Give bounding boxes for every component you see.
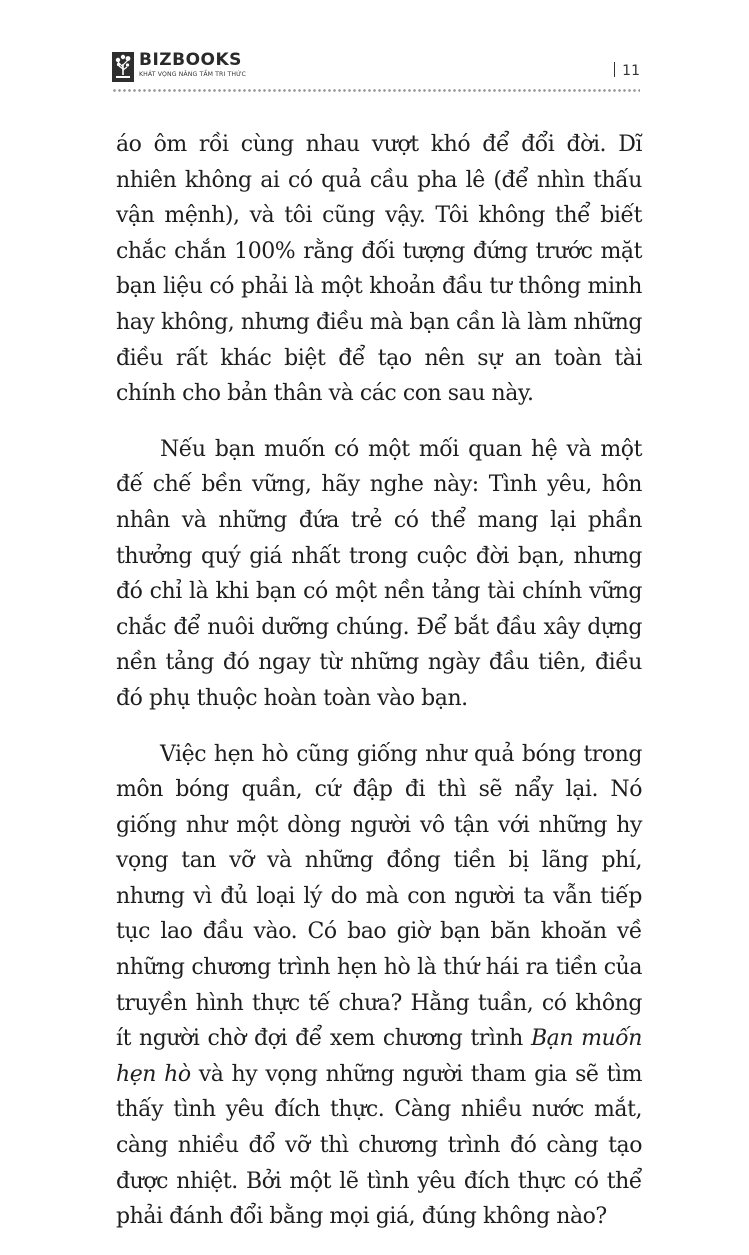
- body-paragraph-3: [116, 737, 642, 1235]
- publisher-name: BIZBOOKS: [139, 50, 242, 70]
- page-number: [614, 62, 640, 80]
- publisher-tagline: KHÁT VỌNG NÂNG TẦM TRI THỨC: [139, 71, 246, 78]
- book-tree-logo-icon: [112, 52, 134, 82]
- page-header: [112, 50, 640, 96]
- body-paragraph-1: áo ôm rồi cùng nhau vượt khó để đổi đời. Dĩ nhiên không ai có quả cầu pha lê (để nhìn thấu vận mệnh), và tôi cũng vậy. Tôi không thể biết chắc chắn 100% rằng đối tượng đứng trước mặt bạn liệu có phải là một khoản đầu tư thông minh hay không, nhưng điều mà bạn cần là làm những điều rất khác biệt để tạo nên sự an toàn tài chính cho bản thân và các con sau này.: [116, 132, 642, 407]
- paragraph-3-text-start: Việc hẹn hò cũng giống như quả bóng trong môn bóng quần, cứ đập đi thì sẽ nẩy lại. Nó giống như một dòng người vô tận với những hy vọng tan vỡ và những đồng tiền bị lãng phí, nhưng vì đủ loại lý do mà con người ta vẫn tiếp tục lao đầu vào. Có bao giờ bạn băn khoăn về những chương trình hẹn hò là thứ hái ra tiền của truyền hình thực tế chưa? Hằng tuần, có không ít người chờ đợi để xem chương trình: [116, 741, 642, 1052]
- page-body: [116, 127, 642, 1255]
- page-number-divider: [614, 62, 615, 77]
- page-number-value: 11: [622, 63, 640, 79]
- tv-show-title: Bạn muốn hẹn hò: [116, 1026, 642, 1087]
- paragraph-3-text-end: và hy vọng những người tham gia sẽ tìm thấy tình yêu đích thực. Càng nhiều nước mắt, càng nhiều đổ vỡ thì chương trình đó càng tạo được nhiệt. Bởi một lẽ tình yêu đích thực có thể phải đánh đổi bằng mọi giá, đúng không nào?: [116, 1061, 642, 1230]
- publisher-logo: [112, 50, 246, 84]
- header-dotted-rule: [112, 88, 640, 93]
- body-paragraph-2: Nếu bạn muốn có một mối quan hệ và một đế chế bền vững, hãy nghe này: Tình yêu, hôn nhân và những đứa trẻ có thể mang lại phần thưởng quý giá nhất trong cuộc đời bạn, nhưng đó chỉ là khi bạn có một nền tảng tài chính vững chắc để nuôi dưỡng chúng. Để bắt đầu xây dựng nền tảng đó ngay từ những ngày đầu tiên, điều đó phụ thuộc hoàn toàn vào bạn.: [116, 436, 642, 711]
